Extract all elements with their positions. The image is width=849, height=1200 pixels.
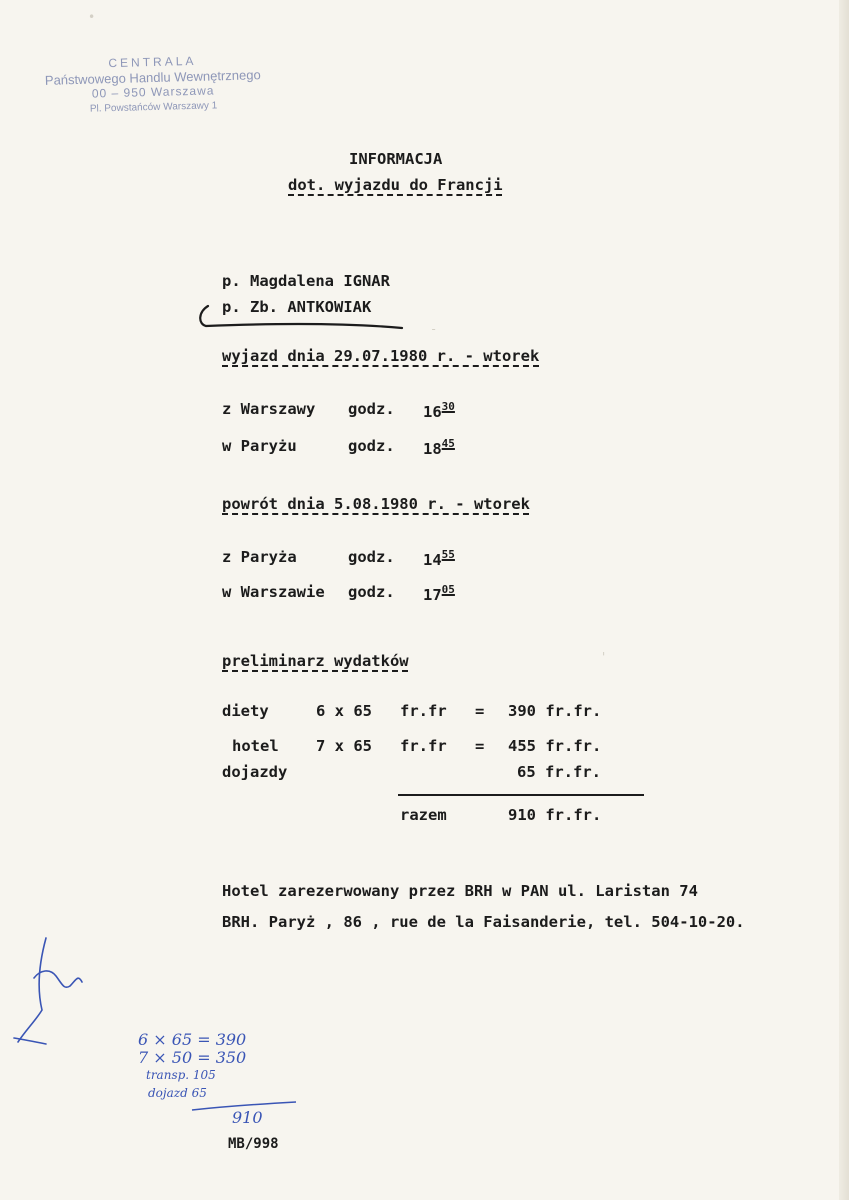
return-row-2-place: w Warszawie [222, 583, 325, 601]
stamp-line-4: Pl. Powstańców Warszawy 1 [89, 100, 218, 115]
return-header: powrót dnia 5.08.1980 r. - wtorek [222, 495, 530, 513]
budget-row-2-eq: = [475, 737, 485, 755]
budget-row-3-value: 65 fr.fr. [517, 763, 601, 781]
return-row-2-time [423, 583, 455, 604]
return-row-1-godz: godz. [348, 548, 395, 566]
departure-row-2-godz: godz. [348, 437, 395, 455]
minutes: 30 [441, 400, 455, 413]
budget-row-2-calc: 7 x 65 [316, 737, 372, 755]
paper-speck: ' [600, 650, 608, 664]
handnote-line-2: 7 × 50 = 350 [138, 1048, 247, 1067]
budget-row-3-label: dojazdy [222, 763, 288, 781]
hour: 14 [423, 551, 442, 569]
budget-row-2-value: 455 fr.fr. [508, 737, 602, 755]
budget-row-1-label: diety [222, 702, 269, 720]
departure-header: wyjazd dnia 29.07.1980 r. - wtorek [222, 347, 540, 365]
office-stamp [37, 52, 268, 118]
hour: 16 [423, 403, 442, 421]
return-row-1-time [423, 548, 455, 569]
budget-row-1-value: 390 fr.fr. [508, 702, 602, 720]
person-2: p. Zb. ANTKOWIAK [222, 298, 372, 316]
hotel-line: Hotel zarezerwowany przez BRH w PAN ul. Laristan 74 [222, 882, 698, 900]
budget-row-2-unit: fr.fr [400, 737, 447, 755]
hour: 17 [423, 586, 442, 604]
stamp-line-3: 00 – 950 Warszawa [91, 83, 215, 101]
paper-speck: - [430, 322, 438, 336]
minutes: 05 [441, 583, 455, 596]
reference-number: MB/998 [228, 1136, 279, 1152]
stamp-line-1: CENTRALA [108, 53, 197, 71]
stamp-line-2: Państwowego Handlu Wewnętrznego [44, 67, 261, 88]
handwritten-signature [6, 930, 96, 1050]
departure-row-2-place: w Paryżu [222, 437, 297, 455]
budget-row-1-calc: 6 x 65 [316, 702, 372, 720]
brh-line: BRH. Paryż , 86 , rue de la Faisanderie, tel. 504-10-20. [222, 913, 745, 931]
departure-row-2-time [423, 437, 455, 458]
return-row-2-godz: godz. [348, 583, 395, 601]
budget-row-2-label: hotel [232, 737, 279, 755]
pen-mark-person-2 [196, 302, 408, 332]
budget-header: preliminarz wydatków [222, 652, 409, 670]
departure-row-1-godz: godz. [348, 400, 395, 418]
handnote-line-3: transp. 105 [146, 1068, 216, 1082]
sum-rule [398, 794, 644, 796]
return-row-1-place: z Paryża [222, 548, 297, 566]
person-1: p. Magdalena IGNAR [222, 272, 390, 290]
doc-subtitle: dot. wyjazdu do Francji [288, 176, 503, 194]
total-label: razem [400, 806, 447, 824]
handnote-line-1: 6 × 65 = 390 [138, 1030, 247, 1049]
handnote-line-4: dojazd 65 [148, 1086, 207, 1100]
minutes: 55 [441, 548, 455, 561]
minutes: 45 [441, 437, 455, 450]
budget-row-1-unit: fr.fr [400, 702, 447, 720]
hour: 18 [423, 440, 442, 458]
departure-row-1-time [423, 400, 455, 421]
budget-row-1-eq: = [475, 702, 485, 720]
total-value: 910 fr.fr. [508, 806, 602, 824]
handnote-total: 910 [232, 1108, 263, 1127]
departure-row-1-place: z Warszawy [222, 400, 316, 418]
paper-speck: • [88, 10, 96, 24]
doc-title: INFORMACJA [349, 150, 443, 168]
